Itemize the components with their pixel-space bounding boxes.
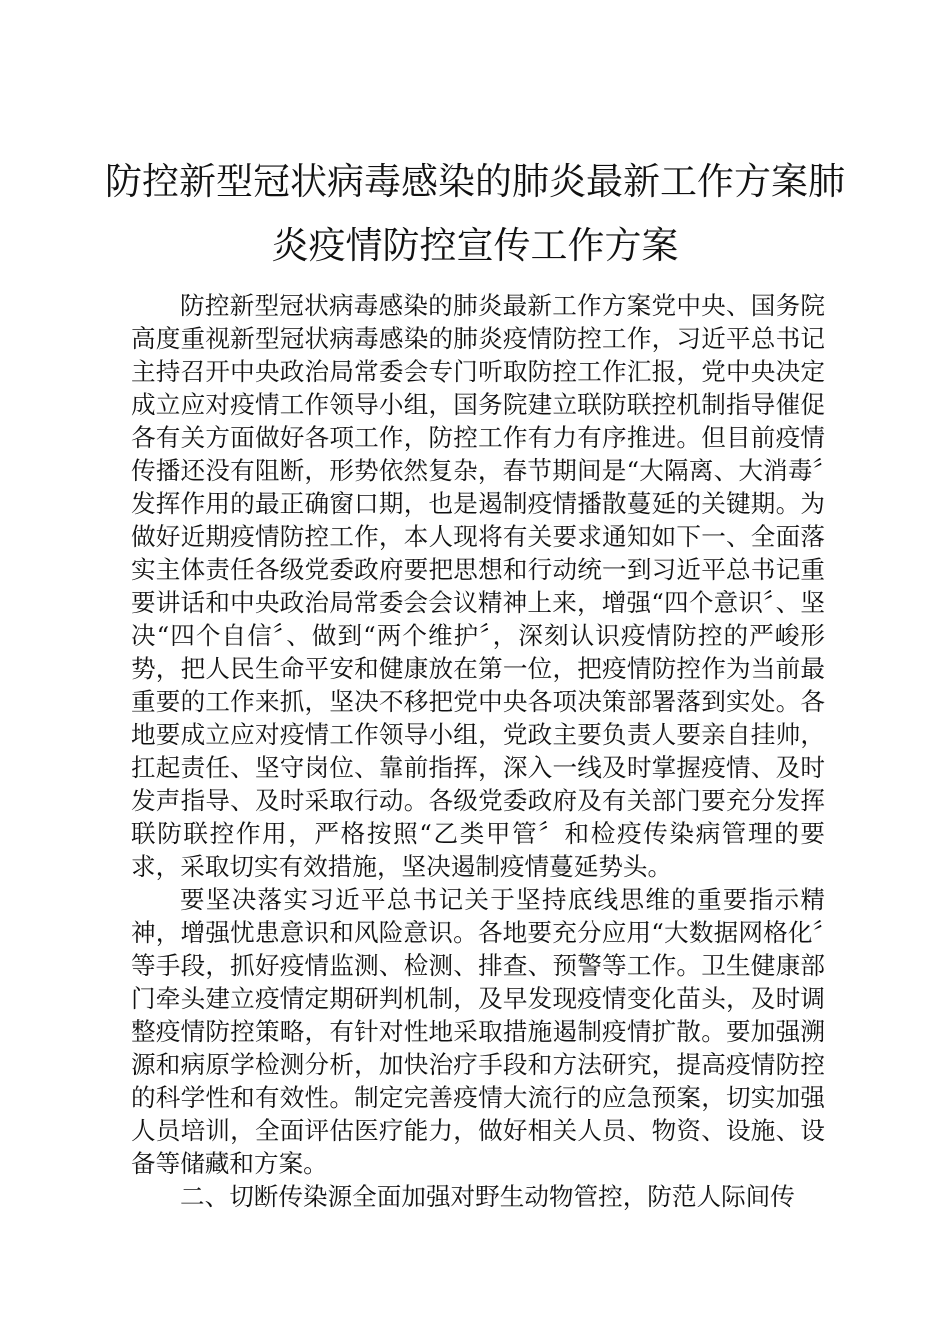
title-line-2: 炎疫情防控宣传工作方案	[271, 224, 679, 267]
paragraph-3: 二、切断传染源全面加强对野生动物管控，防范人际间传	[180, 1182, 795, 1211]
paragraph-2: 要坚决落实习近平总书记关于坚持底线思维的重要指示精神，增强忧患意识和风险意识。各地要充分应用“大数据网格化〞等手段，抓好疫情监测、检测、排查、预警等工作。卫生健康部门牵头建立疫情定期研判机制，及早发现疫情变化苗头，及时调整疫情防控策略，有针对性地采取措施遏制疫情扩散。要加强溯源和病原学检测分析，加快治疗手段和方法研究，提高疫情防控的科学性和有效性。制定完善疫情大流行的应急预案，切实加强人员培训，全面评估医疗能力，做好相关人员、物资、设施、设备等储藏和方案。	[131, 885, 825, 1178]
document-body	[131, 289, 825, 1213]
paragraph-1: 防控新型冠状病毒感染的肺炎最新工作方案党中央、国务院高度重视新型冠状病毒感染的肺炎疫情防控工作，习近平总书记主持召开中央政治局常委会专门听取防控工作汇报，党中央决定成立应对疫情工作领导小组，国务院建立联防联控机制指导催促各有关方面做好各项工作，防控工作有力有序推进。但目前疫情传播还没有阻断，形势依然复杂，春节期间是“大隔离、大消毒〞发挥作用的最正确窗口期，也是遏制疫情播散蔓延的关键期。为做好近期疫情防控工作，本人现将有关要求通知如下一、全面落实主体责任各级党委政府要把思想和行动统一到习近平总书记重要讲话和中央政治局常委会会议精神上来，增强“四个意识〞、坚决“四个自信〞、做到“两个维护〞，深刻认识疫情防控的严峻形势，把人民生命平安和健康放在第一位，把疫情防控作为当前最重要的工作来抓，坚决不移把党中央各项决策部署落到实处。各地要成立应对疫情工作领导小组，党政主要负责人要亲自挂帅，扛起责任、坚守岗位、靠前指挥，深入一线及时掌握疫情、及时发声指导、及时采取行动。各级党委政府及有关部门要充分发挥联防联控作用，严格按照“乙类甲管〞和检疫传染病管理的要求，采取切实有效措施，坚决遏制疫情蔓延势头。	[131, 291, 825, 881]
title-line-1: 防控新型冠状病毒感染的肺炎最新工作方案肺	[105, 160, 845, 203]
document-title	[100, 150, 850, 278]
